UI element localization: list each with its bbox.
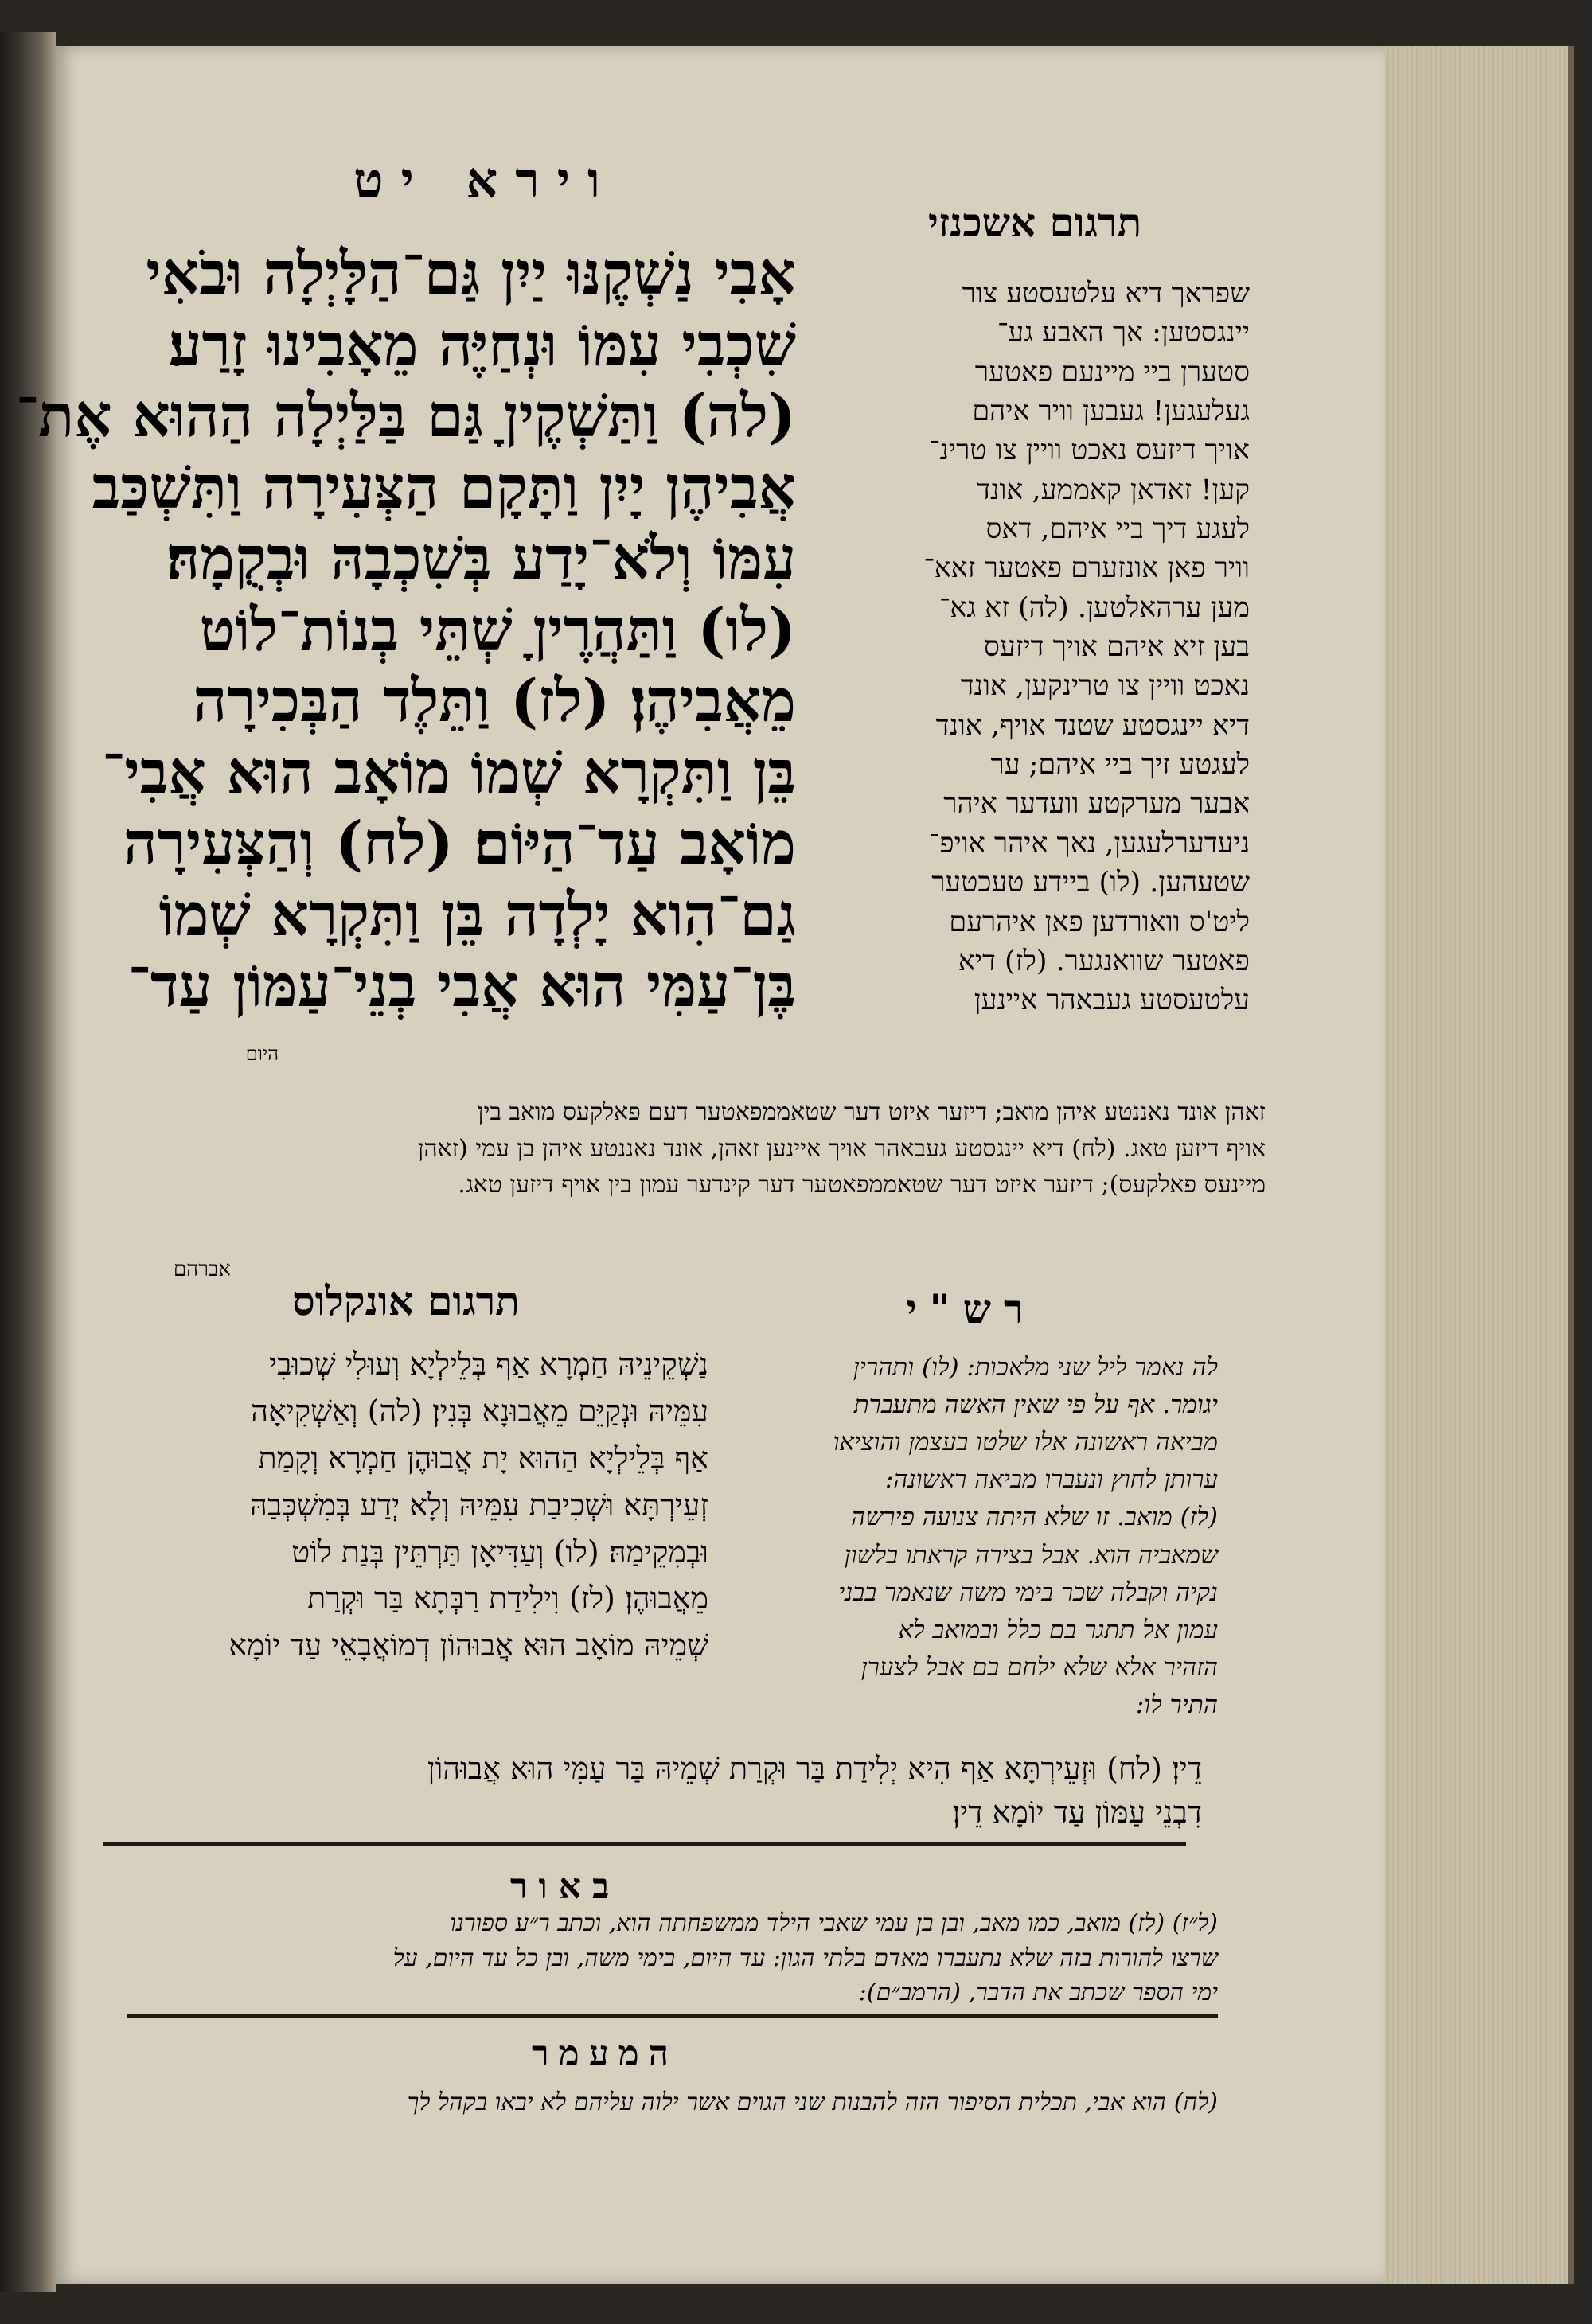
onkelos-header: תרגום אונקלוס [292, 1277, 520, 1324]
ashkenazi-line: נאכט וויין צו טרינקען, אונד [960, 670, 1250, 703]
onkelos-column [103, 1341, 708, 1669]
ashkenazi-line: קען! זאדאן קאממע, אונד [977, 474, 1250, 506]
onkelos-line: אַף בְּלֵילְיָא הַהוּא יָת אֲבוּהֶן חַמְרָא וְקָמַת [258, 1440, 708, 1476]
ashkenazi-line: ליט'ס וואורדען פאן איהרעם [949, 906, 1250, 938]
rashi-line: נקיה וקבלה שכר בימי משה שנאמר בבני [838, 1577, 1218, 1607]
onkelos-continuation [88, 1747, 1202, 1835]
torah-line: מֵאֲבִיהֶן׃ (לז) וַתֵּלֶד הַבְּכִירָה [193, 667, 796, 736]
page-edges [1385, 46, 1574, 2284]
book-spine [0, 32, 56, 2292]
onkelos-line: עִמֵּיהּ וּנְקַיֵּם מֵאֲבוּנָא בְּנִין׃ (לה) וְאַשְׁקִיאָה [251, 1393, 708, 1429]
rashi-line: הזהיר אלא שלא ילחם בם אבל לצערן [860, 1652, 1218, 1682]
torah-line: אָבִי נַשְׁקֶנּוּ יַיִן גַּם־הַלָּיְלָה וּבֹאִי [146, 240, 796, 308]
biur-line: ימי הספר שכתב את הדבר, (הרמב״ם): [858, 1979, 1218, 2006]
ashkenazi-full-line: מיינעס פאלקעס); דיזער איזט דער שטאממפאטער דער קינדער עמון בין אויף דיזען טאג. [458, 1171, 1266, 1199]
torah-line: בֶּן־עַמִּי הוּא אֲבִי בְנֵי־עַמּוֹן עַד־ [127, 952, 796, 1021]
torah-line: מוֹאָב עַד־הַיּוֹם׃ (לח) וְהַצְּעִירָה [123, 809, 796, 879]
ashkenazi-line: שטעהען. (לו) ביידע טעכטער [931, 867, 1250, 899]
ashkenazi-line: לעגע דיך ביי איהם, דאס [985, 513, 1250, 546]
torah-line: גַם־הִוא יָלְדָה בֵּן וַתִּקְרָא שְׁמוֹ [158, 880, 796, 949]
ashkenazi-full-line: זאהן אונד נאננטע איהן מואב; דיזער איזט דער שטאממפאטער דעם פאלקעס מואב בין [478, 1098, 1266, 1126]
ashkenazi-line: ניעדערלעגען, נאך איהר אויפ־ [928, 827, 1250, 860]
onkelos-line: שְׁמֵיהּ מוֹאָב הוּא אֲבוּהוֹן דְמוֹאֲבָאֵי עַד יוֹמָא [228, 1628, 708, 1663]
ashkenazi-line: פאטער שוואנגער. (לז) דיא [958, 945, 1250, 977]
rashi-line: עמון אל תתגר בם כלל ובמואב לא [898, 1615, 1218, 1644]
ashkenazi-line: געלעגען! געבען וויר איהם [972, 396, 1250, 428]
rashi-line: לה נאמר ליל שני מלאכות: (לו) ותהרין [853, 1353, 1218, 1382]
ashkenazi-line: לעגטע זיך ביי איהם; ער [990, 749, 1250, 782]
parsha-header: וירא יט [353, 151, 618, 209]
ashkenazi-line: שפראך דיא עלטעסטע צור [962, 278, 1250, 310]
rashi-line: התיר לו: [1135, 1690, 1218, 1719]
ashkenazi-line: אויך דיזעס נאכט וויין צו טרינ־ [929, 435, 1250, 467]
targum-ashkenazi-header: תרגום אשכנזי [927, 199, 1142, 246]
ashkenazi-line: בען זיא איהם אויך דיזעס [983, 631, 1250, 664]
onkelos-line: נַשְׁקֵינֵיהּ חַמְרָא אַף בְּלֵילְיָא וְעוּלִי שְׁכוּבִי [269, 1347, 708, 1382]
ashkenazi-line: דיא יינגסטע שטנד אויף, אונד [935, 709, 1250, 742]
onkelos-line: זְעֵירְתָּא וּשְׁכִיבַת עִמֵּיהּ וְלָא יְדַע בְּמִשְׁכְּבַהּ [249, 1487, 708, 1523]
rashi-line: שמאביה הוא. אבל בצירה קראתו בלשון [844, 1540, 1218, 1569]
rashi-line: (לז) מואב. זו שלא היתה צנועה פירשה [851, 1503, 1218, 1532]
rashi-line: יגומר. אף על פי שאין האשה מתעברת [853, 1390, 1218, 1420]
biur-line: שרצו להורות בזה שלא נתעברו מאדם בלתי הגון: עד היום, בימי משה, ובן כל עד היום, על [392, 1944, 1218, 1972]
onkelos-line: וּבְמִקֵימַהּ׃ (לו) וְעַדִּיאָן תַּרְתֵּין בְּנַת לוֹט [291, 1534, 708, 1569]
torah-line: עִמּוֹ וְלֹא־יָדַע בְּשִׁכְבָהּ וּבְקֻמָהּ׃ [166, 524, 796, 594]
ashkenazi-line: וויר פאן אונזערם פאטער זאא־ [923, 552, 1250, 585]
hameamer-header: המעמר [532, 2034, 678, 2074]
biur-column [103, 1906, 1218, 2010]
torah-line: בֵּן וַתִּקְרָא שְׁמוֹ מוֹאָב הוּא אֲבִי־ [102, 738, 796, 807]
onkelos-line: מֵאֲבוּהֶן׃ (לז) וִילִידַת רַבְּתָא בַּר וּקְרַת [306, 1581, 708, 1616]
ashkenazi-line: סטערן ביי מיינעם פאטער [974, 356, 1250, 388]
catchword-avraham: אברהם [173, 1258, 231, 1281]
hameamer-column [103, 2085, 1218, 2120]
targum-ashkenazi-continuation [56, 1094, 1266, 1203]
onkelos-full-line: דֵין׃ (לח) וּזְעֵירְתָּא אַף הִיא יְלִידַת בַּר וּקְרַת שְׁמֵיהּ בַּר עַמִּי הוּא אֲבוּהוֹן [427, 1751, 1202, 1786]
ashkenazi-line: מען ערהאלטען. (לה) זא גא־ [938, 591, 1250, 624]
torah-line: (לה) וַתַּשְׁקֶיןָ גַּם בַּלַּיְלָה הַהוּא אֶת־ [15, 382, 796, 451]
rashi-line: מביאה ראשונה אלו שלטו בעצמן והוציאו [833, 1428, 1218, 1457]
torah-line: (לו) וַתַּהֲרֶיןָ שְׁתֵּי בְנוֹת־לוֹט [199, 595, 796, 665]
ashkenazi-line: אבער מערקטע וועדער איהר [943, 788, 1250, 821]
ashkenazi-full-line: אויף דיזען טאג. (לח) דיא יינגסטע געבאהר אויך איינען זאהן, אונד נאננטע איהן בן עמי (זאהן [417, 1134, 1266, 1163]
torah-text [15, 239, 796, 1023]
divider-rule [127, 2014, 1218, 2018]
targum-ashkenazi-column [820, 275, 1250, 1021]
onkelos-full-line: דִבְנֵי עַמּוֹן עַד יוֹמָא דֵין׃ [952, 1795, 1202, 1831]
biur-line: (ל״ז) (לז) מואב, כמו מאב, ובן בן עמי שאבי הילד ממשפחתה הוא, וכתב ר״ע ספורנו [450, 1909, 1218, 1937]
torah-line: שִׁכְבִי עִמּוֹ וּנְחַיֶּה מֵאָבִינוּ זָרַע׃ [168, 310, 796, 380]
rashi-header: רש"י [906, 1285, 1036, 1332]
torah-catchword: היום [245, 1043, 279, 1065]
rashi-column [716, 1349, 1218, 1724]
divider-rule [103, 1842, 1186, 1846]
rashi-line: ערותן לחוץ ונעברו מביאה ראשונה: [884, 1465, 1218, 1495]
torah-line: אֲבִיהֶן יָיִן וַתָּקָם הַצְּעִירָה וַתִּשְׁכַּב [92, 453, 796, 522]
ashkenazi-line: יינגסטען: אך האבע גע־ [997, 317, 1250, 349]
ashkenazi-line: עלטעסטע געבאהר איינען [974, 985, 1250, 1017]
hameamer-line: (לח) הוא אבי, תכלית הסיפור הזה להבנות שני הגוים אשר ילוה עליהם לא יבאו בקהל לך [407, 2088, 1218, 2116]
biur-header: באור [509, 1866, 621, 1907]
